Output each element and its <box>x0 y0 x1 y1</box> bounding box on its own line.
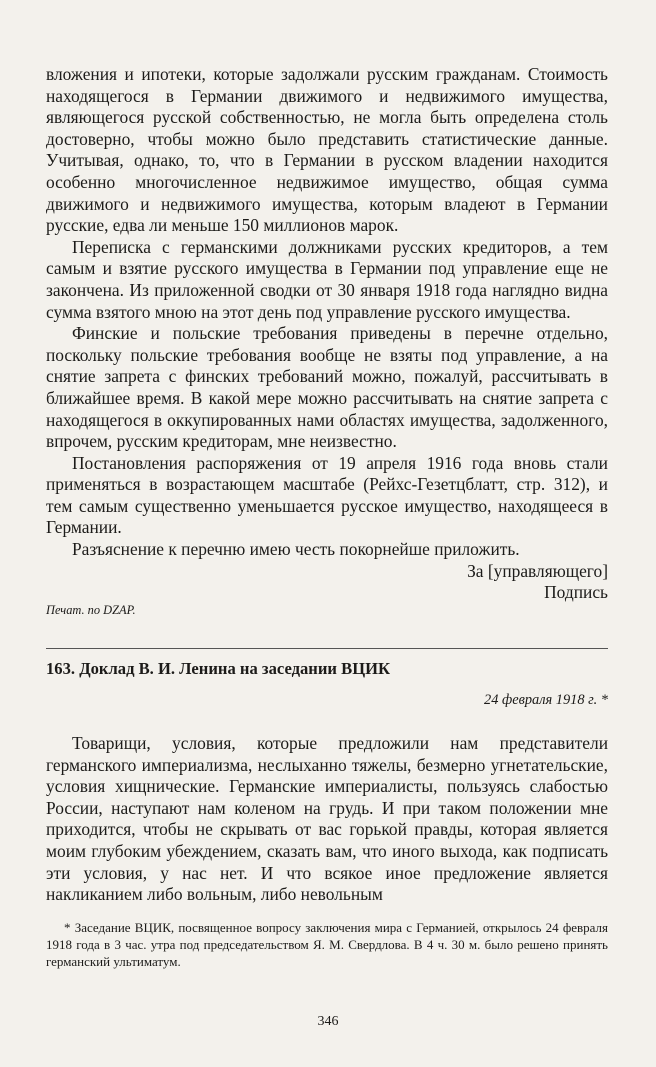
paragraph: Постановления распоряжения от 19 апреля 1916 года вновь стали применяться в возрастающем масштабе (Рейхс-Гезетцблатт, стр. 312), и тем самым существенно уменьшается русское имущество, находящееся в Германии. <box>46 452 608 538</box>
speech-body <box>46 733 608 906</box>
page-number: 346 <box>317 1014 339 1029</box>
source-note: Печат. по DZAP. <box>46 602 136 617</box>
paragraph: Разъяснение к перечню имею честь покорнейше приложить. <box>72 539 520 560</box>
document-date: 24 февраля 1918 г. * <box>484 692 608 708</box>
footnote: * Заседание ВЦИК, посвященное вопросу заключения мира с Германией, открылось 24 февраля 1918 года в 3 час. утра под председательством Я. М. Свердлова. В 4 ч. 30 м. было решено принять германский ультиматум. <box>46 920 608 970</box>
signature: Подпись <box>544 582 608 603</box>
signature-position: За [управляющего] <box>467 560 608 581</box>
document-title: 163. Доклад В. И. Ленина на заседании ВЦИК <box>46 659 391 678</box>
paragraph: вложения и ипотеки, которые задолжали русским гражданам. Стоимость находящегося в Германии движимого и недвижимого имущества, являющегося русской собственностью, не могла быть определена столь достоверно, чтобы можно было представить статистические данные. Учитывая, однако, то, что в Германии в русском владении находится особенно многочисленное недвижимое имущество, общая сумма движимого и недвижимого имущества, которым владеют в Германии русские, едва ли меньше 150 миллионов марок. <box>46 64 608 236</box>
paragraph: Товарищи, условия, которые предложили нам представители германского империализма, неслыханно тяжелы, безмерно угнетательские, условия хищнические. Германские империалисты, пользуясь слабостью России, наступают нам коленом на грудь. И при таком положении мне приходится, чтобы не скрывать от вас горькой правды, которая является моим глубоким убеждением, сказать вам, что иного выхода, как подписать эти условия, у нас нет. И что всякое иное предложение является накликанием либо вольным, либо невольным <box>46 733 608 905</box>
section-divider <box>46 648 608 649</box>
paragraph: Переписка с германскими должниками русских кредиторов, а тем самым и взятие русского имущества в Германии под управление еще не закончена. Из приложенной сводки от 30 января 1918 года наглядно видна сумма взятого мною на этот день под управление русского имущества. <box>46 236 608 322</box>
letter-body <box>46 64 608 618</box>
paragraph: Финские и польские требования приведены в перечне отдельно, поскольку польские требования вообще не взяты под управление, а на снятие запрета с финских требований можно, пожалуй, рассчитывать в ближайшее время. В какой мере можно рассчитывать на снятие запрета с находящегося в оккупированных нами областях имущества, задолженного, впрочем, русским кредиторам, мне неизвестно. <box>46 323 608 452</box>
